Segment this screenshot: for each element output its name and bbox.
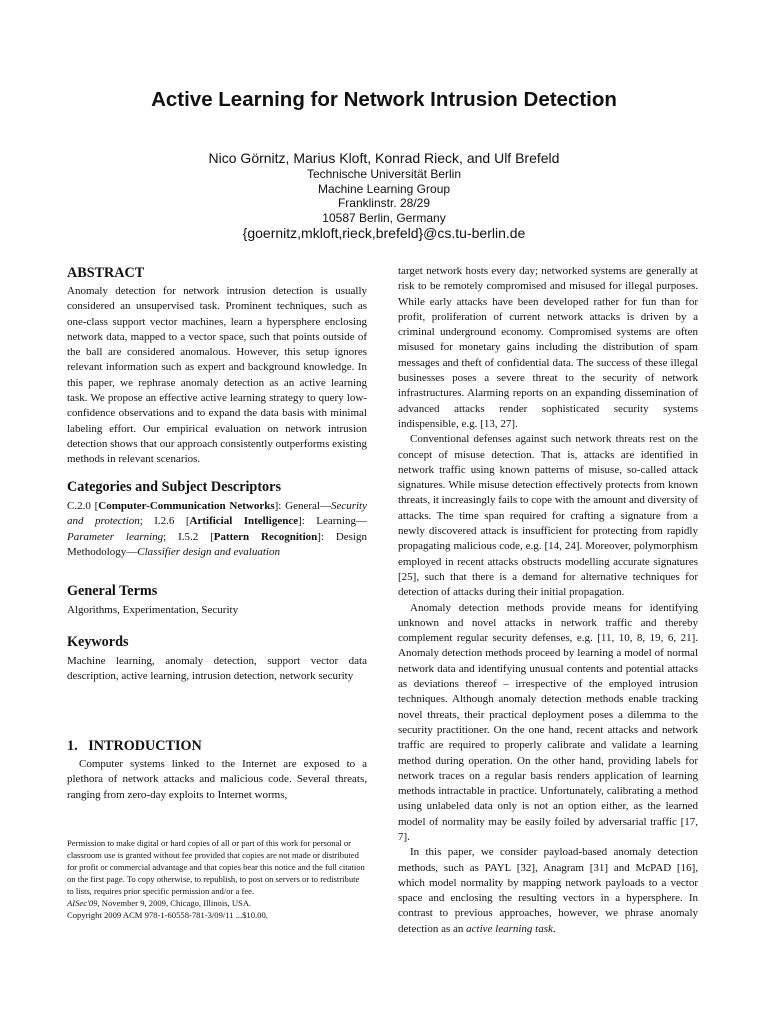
keywords-heading: Keywords: [67, 634, 129, 650]
general-terms-section: [67, 582, 367, 618]
abstract-body: Anomaly detection for network intrusion detection is usually considered an unsupervised task. Prominent techniques, such as one-class support vector machines, learn a hypersphere enclosing network data, mapped to a vector space, such that points outside of the ball are considered anomalous. However, this setup ignores relevant information such as expert and background knowledge. In this paper, we rephrase anomaly detection as an active learning task. We propose an effective active learning strategy to query low-confidence observations and to expand the data basis with minimal labeling effort. Our empirical evaluation on network intrusion detection shows that our approach consistently outperforms existing methods in relevant scenarios.: [67, 285, 367, 466]
affiliation-street: Franklinstr. 28/29: [337, 196, 431, 210]
keywords-body: Machine learning, anomaly detection, support vector data description, active learning, intrusion detection, network security: [67, 655, 367, 683]
permission-body: Permission to make digital or hard copies of all or part of this work for personal or classroom use is granted without fee provided that copies are not made or distributed for profit or commercial advantage and that copies bear this notice and the full citation on the first page. To copy otherwise, to republish, to post on servers or to redistribute to lists, requires prior specific permission and/or a fee.: [67, 838, 365, 896]
permission-notice: [67, 837, 367, 921]
categories-heading: Categories and Subject Descriptors: [67, 479, 281, 495]
right-column: [398, 264, 698, 937]
abstract-section: [67, 264, 367, 468]
body-paragraph-4: In this paper, we consider payload-based anomaly detection methods, such as PAYL [32], Anagram [31] and McPAD [16], which model normality by mapping network payloads to a vector space and enclosing the resulting vectors in a hypersphere. In contrast to previous approaches, however, we phrase anomaly detection as an active learning task.: [398, 846, 698, 935]
introduction-heading: 1. INTRODUCTION: [67, 738, 202, 754]
categories-body: C.2.0 [Computer-Communication Networks]: General—Security and protection; I.2.6 [Artificial Intelligence]: Learning—Parameter learning; I.5.2 [Pattern Recognition]: Design Methodology—Classifier design and evaluation: [67, 500, 367, 558]
categories-section: [67, 478, 367, 560]
conference-line: AISec'09, November 9, 2009, Chicago, Illinois, USA.: [67, 898, 252, 908]
body-paragraph-1: target network hosts every day; networked systems are generally at risk to be remotely compromised and misused for illegal purposes. While early attacks have been developed rather for fun than for profit, proliferation of current network attacks is driven by a criminal underground economy. Compromised systems are often misused for monetary gains including the distribution of spam messages and theft of confidential data. The success of these illegal businesses poses a severe threat to the security of network infrastructures. Alarming reports on an expanding dissemination of advanced attacks render sophisticated security systems indispensible, e.g. [13, 27].: [398, 265, 698, 430]
paper-title: Active Learning for Network Intrusion Detection: [151, 88, 617, 111]
keywords-section: [67, 633, 367, 685]
introduction-section: [67, 737, 367, 803]
author-names: Nico Görnitz, Marius Kloft, Konrad Rieck, and Ulf Brefeld: [208, 150, 560, 166]
introduction-paragraph: Computer systems linked to the Internet are exposed to a plethora of network attacks and malicious code. Several threats, ranging from zero-day exploits to Internet worms,: [67, 758, 367, 801]
general-terms-body: Algorithms, Experimentation, Security: [67, 604, 239, 616]
affiliation-university: Technische Universität Berlin: [306, 167, 462, 181]
body-paragraph-3: Anomaly detection methods provide means for identifying unknown and novel attacks in network traffic and thereby complement regular security defenses, e.g. [11, 10, 8, 19, 6, 21]. Anomaly detection methods proceed by learning a model of normal network data and identifying unusual contents and potential attacks as deviations thereof – irrespective of the employed intrusion techniques. Although anomaly detection methods enable tracking novel threats, their practical deployment poses a dilemma to the security practitioner. On the one hand, recent attacks and network traffic are required to properly calibrate and validate a learning method during operation. On the other hand, providing labels for network traces on a regular basis renders application of learning methods intractable in practice. Unfortunately, calibrating a method using unlabeled data only is not an option either, as the learned model of normality may be easily foiled by adversarial traffic [17, 7].: [398, 601, 698, 843]
general-terms-heading: General Terms: [67, 583, 158, 599]
author-email: {goernitz,mkloft,rieck,brefeld}@cs.tu-berlin.de: [242, 225, 526, 241]
affiliation-group: Machine Learning Group: [317, 181, 451, 196]
copyright-line: Copyright 2009 ACM 978-1-60558-781-3/09/11 ...$10.00.: [67, 910, 268, 920]
affiliation-city: 10587 Berlin, Germany: [322, 210, 446, 225]
abstract-heading: ABSTRACT: [67, 265, 145, 281]
author-block: [0, 150, 768, 242]
body-paragraph-2: Conventional defenses against such network threats rest on the concept of misuse detection. That is, attacks are identified in network traffic using known patterns of misuse, so-called attack signatures. While misuse detection effectively protects from known threats, it increasingly fails to cope with the amount and diversity of attacks. The time span required for crafting a signature from a newly discovered attack is insufficient for protecting from rapidly propagating malicious code, e.g. [14, 24]. Moreover, polymorphism employed in recent attacks obstructs modelling accurate signatures [25], such that there is a demand for alternative techniques for detection of attacks during their initial propagation.: [398, 433, 698, 599]
